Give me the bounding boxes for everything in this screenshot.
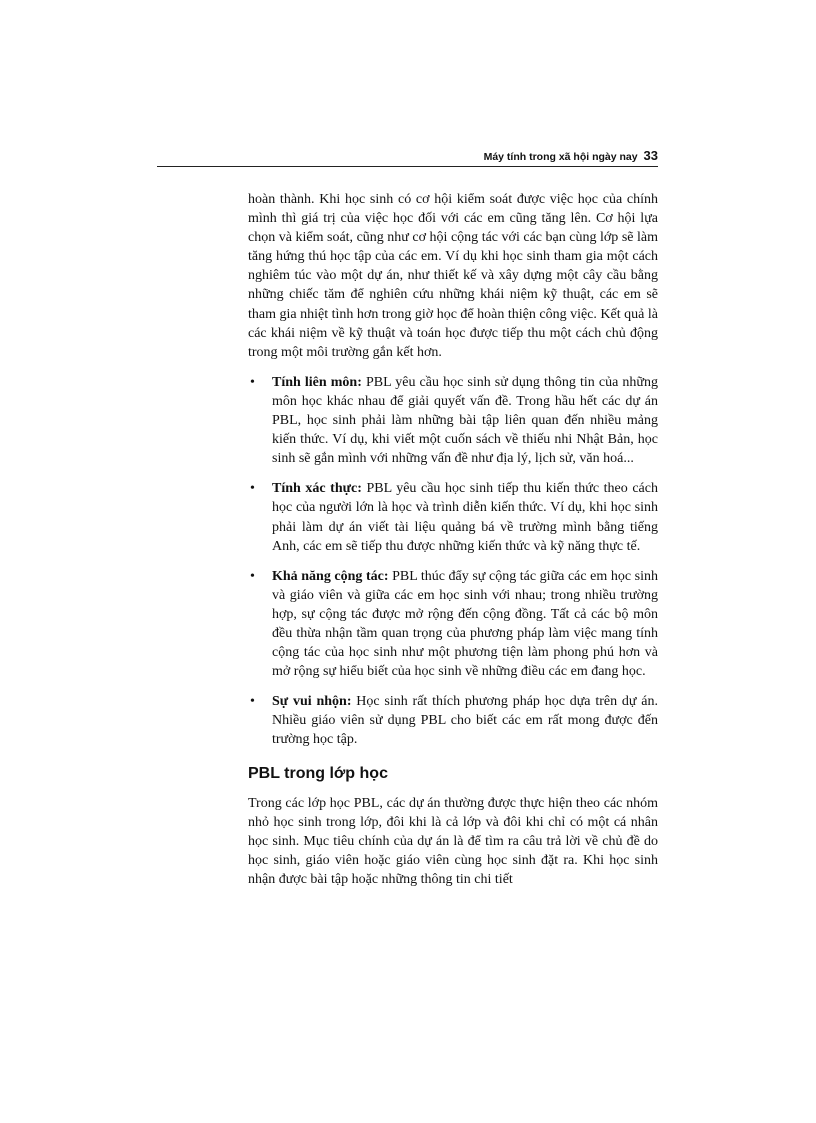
section-heading: PBL trong lớp học: [248, 764, 388, 782]
bullet-icon: •: [250, 481, 255, 497]
bullet-icon: •: [250, 694, 255, 710]
header-title: Máy tính trong xã hội ngày nay: [483, 151, 638, 163]
bullet-text: PBL thúc đẩy sự cộng tác giữa các em học sinh và giáo viên và giữa các em học sinh với nhau; trong nhiều trường hợp, sự cộng tác được mở rộng đến cộng đồng. Tất cả các bộ môn đều thừa nhận tầm quan trọng của phương pháp làm việc mang tính cộng tác của học sinh như một phương tiện làm phong phú hơn và mở rộng sự hiểu biết của học sinh về những điều các em đang học.: [272, 568, 658, 680]
bullet-text: PBL yêu cầu học sinh sử dụng thông tin của những môn học khác nhau để giải quyết vấn đề. Trong hầu hết các dự án PBL, học sinh phải làm những bài tập liên quan đến nhiều mảng kiến thức. Ví dụ, khi viết một cuốn sách về thiếu nhi Nhật Bản, học sinh sẽ gắn mình với những vấn đề như địa lý, lịch sử, văn hoá...: [272, 374, 658, 467]
header-rule: [157, 166, 658, 167]
section-paragraph: Trong các lớp học PBL, các dự án thường được thực hiện theo các nhóm nhỏ học sinh trong lớp, đôi khi là cả lớp và đôi khi chỉ có một cá nhân học sinh. Mục tiêu chính của dự án là để tìm ra câu trả lời về chủ đề do học sinh, giáo viên hoặc giáo viên cùng học sinh đặt ra. Khi học sinh nhận được bài tập hoặc những thông tin chi tiết: [248, 795, 658, 887]
bullet-term: Tính liên môn:: [272, 374, 362, 390]
intro-paragraph: hoàn thành. Khi học sinh có cơ hội kiểm soát được việc học của chính mình thì giá trị của việc học đối với các em cũng tăng lên. Cơ hội lựa chọn và kiểm soát, cũng như cơ hội cộng tác với các bạn cùng lớp sẽ làm tăng hứng thú học tập của các em. Ví dụ khi học sinh tham gia một cách nghiêm túc vào một dự án, như thiết kế và xây dựng một cây cầu bằng những chiếc tăm để nghiên cứu những khái niệm kỹ thuật, các em sẽ tham gia nhiệt tình hơn trong giờ học để hoàn thiện công việc. Kết quả là các khái niệm về kỹ thuật và toán học được tiếp thu một cách chủ động trong một môi trường gắn kết hơn.: [248, 192, 658, 360]
bullet-term: Khả năng cộng tác:: [272, 568, 389, 584]
bullet-icon: •: [250, 374, 255, 390]
bullet-term: Tính xác thực:: [272, 481, 362, 497]
list-item: [250, 373, 658, 468]
list-item: [250, 567, 658, 682]
feature-list: [248, 373, 658, 750]
page-body: [248, 190, 658, 889]
bullet-term: Sự vui nhộn:: [272, 694, 352, 710]
bullet-text: Học sinh rất thích phương pháp học dựa trên dự án. Nhiều giáo viên sử dụng PBL cho biết các em rất mong được đến trường học tập.: [272, 694, 658, 748]
bullet-icon: •: [250, 568, 255, 584]
list-item: [250, 479, 658, 555]
running-header: [157, 148, 658, 163]
bullet-text: PBL yêu cầu học sinh tiếp thu kiến thức theo cách học của người lớn là học và trình diễn kiến thức. Ví dụ, khi học sinh phải làm dự án viết tài liệu quảng bá về trường mình bằng tiếng Anh, các em sẽ tiếp thu được những kiến thức và kỹ năng thực tế.: [272, 481, 658, 554]
page-number: 33: [643, 148, 658, 163]
list-item: [250, 692, 658, 749]
